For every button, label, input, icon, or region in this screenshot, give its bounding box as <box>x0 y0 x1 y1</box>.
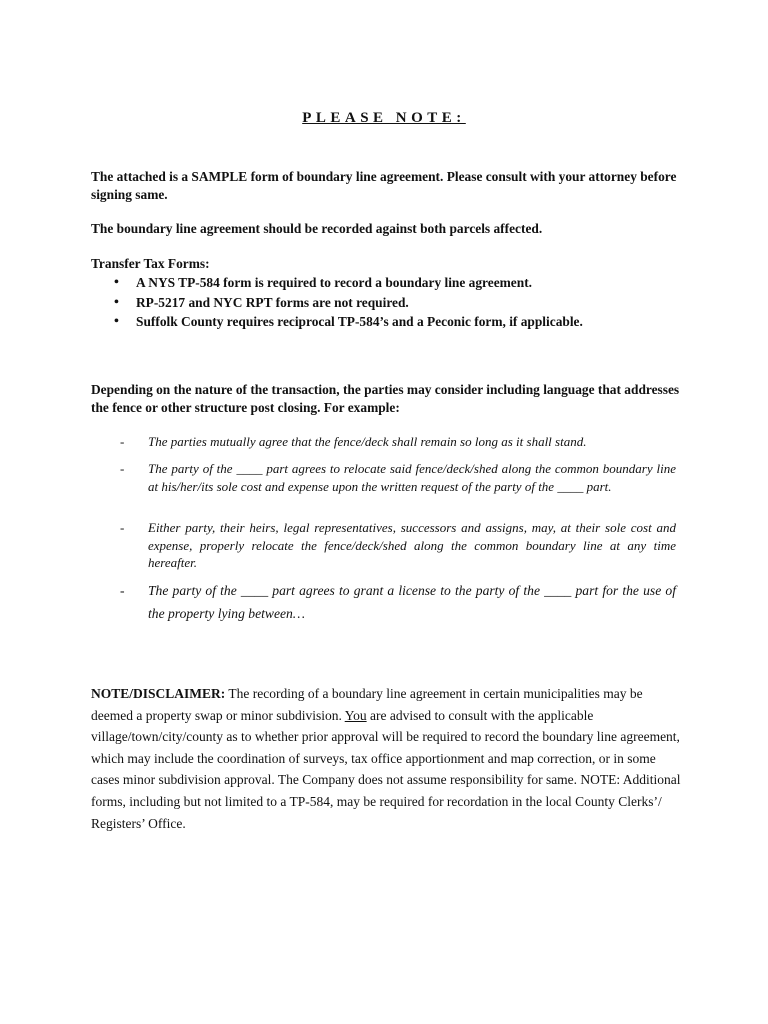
clause-text: Either party, their heirs, legal representatives, successors and assigns, may, at their sole cost and expense, properly relocate the fence/deck/shed along the common boundary line at any time hereafter. <box>148 520 676 570</box>
example-clause <box>120 519 680 572</box>
example-clause <box>120 433 680 451</box>
example-clause <box>120 579 680 625</box>
depending-paragraph: Depending on the nature of the transaction, the parties may consider including language that addresses the fence or other structure post closing. For example: <box>91 382 680 415</box>
dash-marker: - <box>120 461 125 476</box>
dash-marker: - <box>120 520 125 535</box>
clause-text: The party of the ____ part agrees to relocate said fence/deck/shed along the common boundary line at his/her/its sole cost and expense upon the written request of the party of the ____ part. <box>148 461 676 494</box>
example-clause <box>120 460 680 495</box>
disclaimer-paragraph <box>91 683 683 834</box>
disclaimer-label: NOTE/DISCLAIMER: <box>91 686 226 701</box>
list-item: • Suffolk County requires reciprocal TP-584’s and a Peconic form, if applicable. <box>91 312 691 332</box>
intro-paragraph: The attached is a SAMPLE form of boundary line agreement. Please consult with your attorney before signing same. <box>91 169 677 202</box>
recording-paragraph: The boundary line agreement should be recorded against both parcels affected. <box>91 221 543 236</box>
disclaimer-text-1: The recording of a boundary line agreement in certain municipalities may be deemed a property swap or minor subdivision. <box>91 686 643 723</box>
clause-text: The party of the ____ part agrees to grant a license to the party of the ____ part for the use of the property lying between… <box>148 583 676 621</box>
clause-text: The parties mutually agree that the fence/deck shall remain so long as it shall stand. <box>148 434 587 449</box>
transfer-tax-list <box>91 273 691 332</box>
disclaimer-underlined: You <box>344 707 367 723</box>
dash-marker: - <box>120 583 125 598</box>
list-item: • RP-5217 and NYC RPT forms are not required. <box>91 293 691 313</box>
dash-marker: - <box>120 434 125 449</box>
disclaimer-text-2: are advised to consult with the applicable village/town/city/county as to whether prior approval will be required to record the boundary line agreement, which may include the coordination of surveys, tax office apportionment and map correction, or in some cases minor subdivision approval. The Company does not assume responsibility for same. NOTE: Additional forms, including but not limited to a TP-584, may be required for recordation in the local County Clerks’/ Registers’ Office. <box>91 707 681 831</box>
page-title: PLEASE NOTE: <box>302 110 466 126</box>
transfer-tax-heading: Transfer Tax Forms: <box>91 256 210 271</box>
list-item: • A NYS TP-584 form is required to record a boundary line agreement. <box>91 273 691 293</box>
